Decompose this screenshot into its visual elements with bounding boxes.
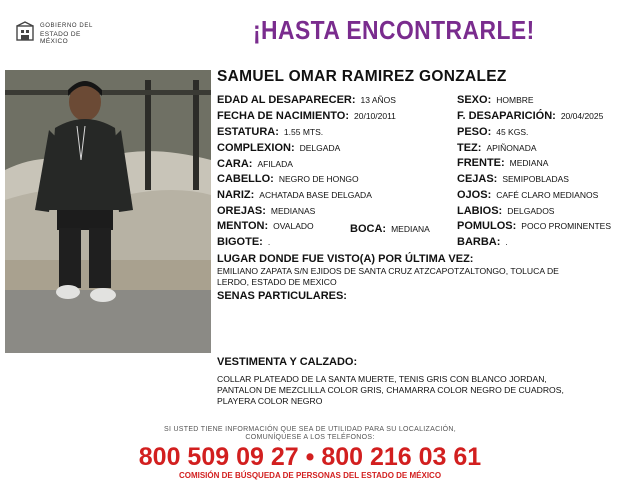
person-name: SAMUEL OMAR RAMIREZ GONZALEZ: [217, 68, 507, 85]
field-value: OVALADO: [273, 221, 314, 231]
field-value: DELGADA: [299, 143, 341, 153]
field-label: F. DESAPARICIÓN:: [457, 110, 556, 122]
info-line2: COMUNÍQUESE A LOS TELÉFONOS:: [245, 434, 375, 441]
field-complexion: [457, 142, 537, 154]
field-label: FECHA DE NACIMIENTO:: [217, 110, 349, 122]
field-value: SEMIPOBLADAS: [502, 174, 569, 184]
last-seen-location: [217, 266, 607, 288]
clothing-line2: PANTALON DE MEZCLILLA COLOR GRIS, CHAMARRA COLOR NEGRO DE CUADROS,: [217, 385, 564, 395]
field-birthdate: [217, 110, 396, 122]
field-label: TEZ:: [457, 142, 482, 154]
field-sex: [457, 94, 534, 106]
field-label: PESO:: [457, 126, 492, 138]
phone-separator: •: [305, 443, 315, 471]
field-label: OJOS:: [457, 189, 492, 201]
phone-numbers: [0, 443, 620, 472]
field-value: 1.55 MTS.: [283, 127, 324, 137]
field-value: 13 AÑOS: [360, 95, 396, 105]
field-value: 20/04/2025: [560, 111, 604, 121]
field-label: CEJAS:: [457, 173, 498, 185]
last-seen-label: LUGAR DONDE FUE VISTO(A) POR ÚLTIMA VEZ:: [217, 253, 474, 265]
field-hair: [217, 173, 359, 185]
field-value: AFILADA: [257, 159, 293, 169]
field-label: FRENTE:: [457, 157, 505, 169]
field-value: MEDIANA: [509, 158, 549, 168]
field-label: ESTATURA:: [217, 126, 279, 138]
info-line1: SI USTED TIENE INFORMACIÓN QUE SEA DE UTILIDAD PARA SU LOCALIZACIÓN,: [163, 426, 457, 433]
field-nose: [217, 189, 372, 201]
field-chin: [217, 220, 314, 232]
state-seal-icon: [14, 21, 36, 43]
gov-name-line1: GOBIERNO DEL: [40, 23, 93, 29]
field-face: [217, 158, 293, 170]
field-value: 20/10/2011: [354, 111, 396, 121]
field-label: CABELLO:: [217, 173, 274, 185]
field-mouth: [350, 223, 430, 235]
field-label: NARIZ:: [217, 189, 255, 201]
field-height: [217, 126, 323, 138]
field-build: [217, 142, 340, 154]
phone-number-2: 800 216 03 61: [321, 443, 482, 471]
field-value: HOMBRE: [496, 95, 534, 105]
field-label: BIGOTE:: [217, 236, 263, 248]
last-seen-line2: LERDO, ESTADO DE MEXICO: [217, 277, 337, 287]
field-value: CAFÉ CLARO MEDIANOS: [496, 190, 599, 200]
field-disappearance-date: [457, 110, 603, 122]
field-weight: [457, 126, 528, 138]
field-label: MENTON:: [217, 220, 269, 232]
field-forehead: [457, 157, 548, 169]
gov-name-line2: ESTADO DE MÉXICO: [40, 31, 81, 45]
field-lips: [457, 205, 554, 217]
field-value: ACHATADA BASE DELGADA: [259, 190, 372, 200]
field-value: .: [267, 237, 271, 247]
field-label: EDAD AL DESAPARECER:: [217, 94, 356, 106]
field-label: LABIOS:: [457, 205, 503, 217]
last-seen-line1: EMILIANO ZAPATA S/N EJIDOS DE SANTA CRUZ ATZCAPOTZALTONGO, TOLUCA DE: [217, 266, 559, 276]
field-eyebrows: [457, 173, 569, 185]
field-value: APIÑONADA: [486, 143, 537, 153]
missing-person-photo: [5, 70, 211, 353]
clothing-line1: COLLAR PLATEADO DE LA SANTA MUERTE, TENIS GRIS CON BLANCO JORDAN,: [217, 374, 547, 384]
field-eyes: [457, 189, 598, 201]
field-beard: [457, 236, 508, 248]
field-value: POCO PROMINENTES: [521, 221, 612, 231]
field-value: NEGRO DE HONGO: [278, 174, 359, 184]
field-label: CARA:: [217, 158, 253, 170]
photo-illustration: [5, 70, 211, 353]
field-value: DELGADOS: [507, 206, 555, 216]
headline: ¡HASTA ENCONTRARLE!: [253, 15, 535, 45]
field-age: [217, 94, 396, 106]
phone-number-1: 800 509 09 27: [138, 443, 299, 471]
government-logo: [14, 21, 110, 45]
field-label: BARBA:: [457, 236, 501, 248]
field-label: OREJAS:: [217, 205, 266, 217]
clothing-description: [217, 374, 607, 407]
field-mustache: [217, 236, 270, 248]
field-value: 45 KGS.: [496, 127, 529, 137]
commission-name: COMISIÓN DE BÚSQUEDA DE PERSONAS DEL ESTADO DE MÉXICO: [178, 471, 442, 480]
field-label: POMULOS:: [457, 220, 517, 232]
distinguishing-marks-label: SENAS PARTICULARES:: [217, 290, 347, 302]
field-label: COMPLEXION:: [217, 142, 295, 154]
field-value: .: [505, 237, 508, 247]
clothing-line3: PLAYERA COLOR NEGRO: [217, 396, 323, 406]
field-value: MEDIANA: [391, 224, 430, 234]
clothing-label: VESTIMENTA Y CALZADO:: [217, 356, 358, 368]
field-ears: [217, 205, 315, 217]
field-label: SEXO:: [457, 94, 492, 106]
field-cheekbones: [457, 220, 611, 232]
field-label: BOCA:: [350, 223, 387, 235]
field-value: MEDIANAS: [270, 206, 316, 216]
